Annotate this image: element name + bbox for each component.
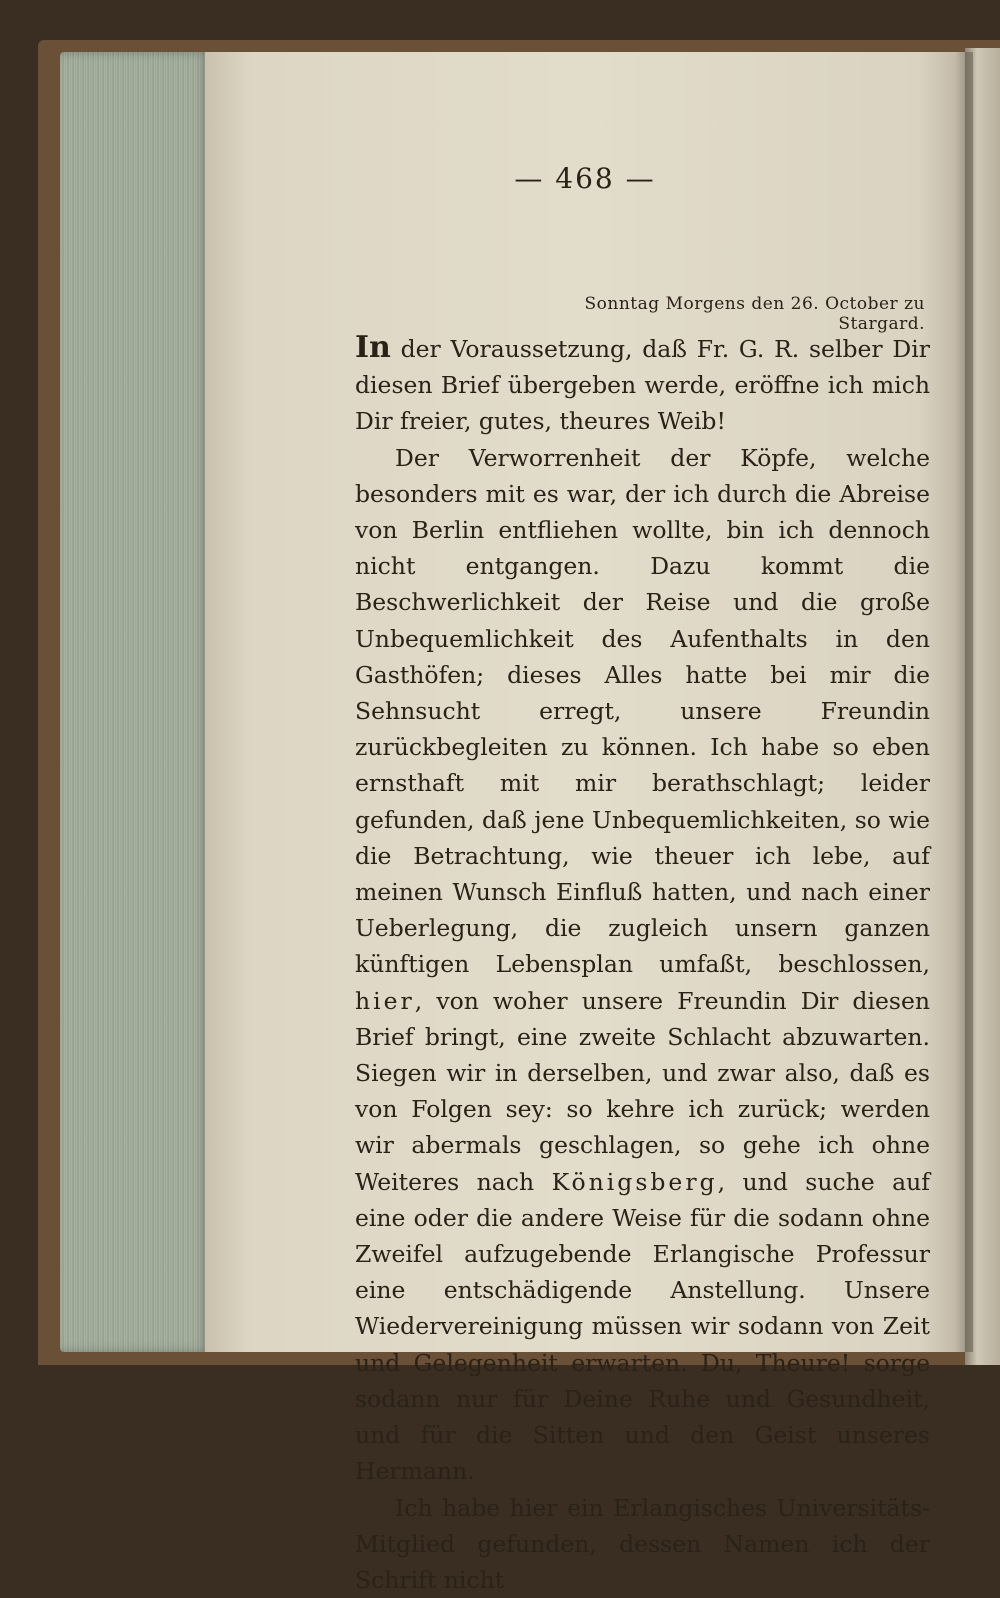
paragraph-2-text-b: , von woher unsere Freundin Dir diesen Brief bringt, eine zweite Schlacht abzuwarten. Siegen wir in derselben, und zwar also, daß es von Folgen sey: so kehre ich zurück; werden wir abermals geschlagen, so gehe ich ohne Weiteres nach xyxy=(355,987,930,1196)
paragraph-2-text-c: , und suche auf eine oder die andere Weise für die sodann ohne Zweifel aufzugebende Erlangische Professur eine entschädigende Anstellung. Unsere Wiedervereinigung müssen wir sodann von Zeit und Gelegenheit erwarten. Du, Theure! sorge sodann nur für Deine Ruhe und Gesundheit, und für die Sitten und den Geist unseres Hermann. xyxy=(355,1168,930,1486)
emphasis-hier: hier xyxy=(355,987,415,1015)
body-text xyxy=(355,330,930,1598)
emphasis-koenigsberg: Königsberg xyxy=(552,1168,718,1196)
paragraph-1-text: der Voraussetzung, daß Fr. G. R. selber Dir diesen Brief übergeben werde, eröffne ich mich Dir freier, gutes, theures Weib! xyxy=(355,335,930,435)
drop-cap: In xyxy=(355,330,391,365)
paragraph-3 xyxy=(355,1490,930,1598)
page-number: — 468 — xyxy=(205,162,965,195)
book-page xyxy=(205,52,965,1352)
paragraph-2 xyxy=(355,440,930,1490)
paragraph-2-text-a: Der Verworrenheit der Köpfe, welche besonders mit es war, der ich durch die Abreise von Berlin entfliehen wollte, bin ich dennoch nicht entgangen. Dazu kommt die Beschwerlichkeit der Reise und die große Unbequemlichkeit des Aufenthalts in den Gasthöfen; dieses Alles hatte bei mir die Sehnsucht erregt, unsere Freundin zurückbegleiten zu können. Ich habe so eben ernsthaft mit mir berathschlagt; leider gefunden, daß jene Unbequemlichkeiten, so wie die Betrachtung, wie theuer ich lebe, auf meinen Wunsch Einfluß hatten, und nach einer Ueberlegung, die zugleich unsern ganzen künftigen Lebensplan umfaßt, beschlossen, xyxy=(355,444,930,979)
page-edges xyxy=(60,52,210,1352)
spine-shadow xyxy=(955,52,973,1352)
paragraph-1 xyxy=(355,330,930,440)
dateline: Sonntag Morgens den 26. October zu Stargard. xyxy=(505,294,925,334)
paragraph-3-text: Ich habe hier ein Erlangisches Universitäts-Mitglied gefunden, dessen Namen ich der Schrift nicht xyxy=(355,1494,930,1594)
